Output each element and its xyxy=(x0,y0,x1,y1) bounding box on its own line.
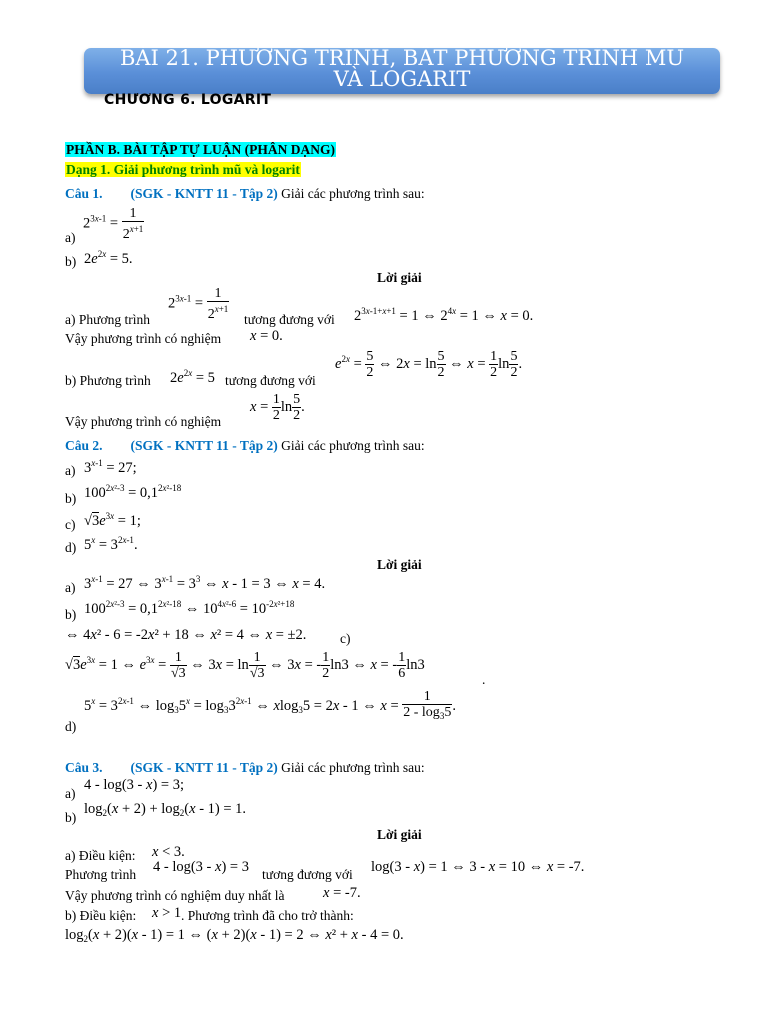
q3-a-equation: 4 - log(3 - x) = 3; xyxy=(84,777,184,793)
q3-a-condition-eq: x < 3. xyxy=(152,844,185,860)
q3-b-label: b) xyxy=(65,810,77,825)
q2-b-solution-eq-2: ⇔ 4x² - 6 = -2x² + 18 ⇔ x² = 4 ⇔ x = ±2. xyxy=(65,627,307,643)
q2-a-sol-label: a) xyxy=(65,580,76,595)
q1-a-label: a) xyxy=(65,230,76,245)
q2-c-sol-label: c) xyxy=(340,631,351,646)
q3-a-equiv-text: tương đương với xyxy=(262,867,353,882)
q1-b-label: b) xyxy=(65,254,77,269)
q1-a-equation: $2^{3x-1}$ = $\frac{1}{2^{x+1}}$ xyxy=(83,206,144,242)
title-banner xyxy=(84,48,720,94)
q3-b-condition-eq: x > 1 xyxy=(152,905,182,921)
q3-a-label: a) xyxy=(65,786,76,801)
q2-c-solution-eq: $√3e^{3x} = 1$ ⇔ $e^{3x}$ = $\frac{1}{√3}$ ⇔ 3x = ln $\frac{1}{√3}$ ⇔ 3x = - $\frac{1}{2}$ ln3 ⇔ x = - $\frac{1}{6}$ ln3 xyxy=(65,650,425,681)
question-1-heading: Câu 1. (SGK - KNTT 11 - Tập 2) Giải các phương trình sau: xyxy=(65,186,425,201)
title-line-1: BÀI 21. PHƯƠNG TRÌNH, BẤT PHƯƠNG TRÌNH MŨ xyxy=(119,46,685,70)
q3-a-root: x = -7. xyxy=(323,885,361,901)
q2-b-equation: $100^{2x^2-3} = 0,1^{2x^2-18}$ xyxy=(84,483,182,501)
q3-b-condition-text: b) Điều kiện: xyxy=(65,908,137,923)
q1-solution-label: Lời giải xyxy=(377,270,422,285)
title-line-2: VÀ LOGARIT xyxy=(333,67,471,91)
q2-a-equation: $3^{x-1} = 27$; xyxy=(84,458,137,476)
q2-b-label: b) xyxy=(65,491,77,506)
type-heading: Dạng 1. Giải phương trình mũ và logarit xyxy=(66,162,300,177)
q2-a-label: a) xyxy=(65,463,76,478)
q1-b-root: x = $\frac{1}{2}$ ln $\frac{5}{2}$ . xyxy=(250,392,305,423)
question-2-heading: Câu 2. (SGK - KNTT 11 - Tập 2) Giải các phương trình sau: xyxy=(65,438,425,453)
question-3-heading: Câu 3. (SGK - KNTT 11 - Tập 2) Giải các phương trình sau: xyxy=(65,760,425,775)
q1-a-equiv-text: tương đương với xyxy=(244,312,335,327)
q2-d-label: d) xyxy=(65,540,77,555)
q1-b-solution-eq: $2e^{2x} = 5$ xyxy=(170,368,215,386)
q3-a-pt-text: Phương trình xyxy=(65,867,137,882)
q2-solution-label: Lời giải xyxy=(377,557,422,572)
q3-a-equiv-eq: log(3 - x) = 1 ⇔ 3 - x = 10 ⇔ x = -7. xyxy=(371,859,585,875)
q2-b-solution-eq: $100^{2x^2-3} = 0,1^{2x^2-18}$ ⇔ $10^{4x^2-6} = 10^{-2x^2+18}$ xyxy=(84,599,295,617)
q3-a-condition-text: a) Điều kiện: xyxy=(65,848,136,863)
q3-b-becomes-text: . Phương trình đã cho trở thành: xyxy=(181,908,354,923)
q3-a-conclusion: Vậy phương trình có nghiệm duy nhất là xyxy=(65,888,285,903)
q1-a-solution-text: a) Phương trình xyxy=(65,312,150,327)
q1-a-solution-eq: $2^{3x-1}$ = $\frac{1}{2^{x+1}}$ xyxy=(168,286,229,322)
q2-d-solution-eq: $5^x = 3^{2x-1}$ ⇔ $\log_35^x = \log_33^{2x-1}$ ⇔ xlog$_3$5 = 2x - 1 ⇔ x = $\frac{1}{2 - \log_35}$ . xyxy=(84,689,456,721)
q3-b-equation: $\log_2(x + 2) + \log_2(x - 1) = 1$. xyxy=(84,801,247,818)
q3-a-pt-eq: 4 - log(3 - x) = 3 xyxy=(153,859,249,875)
section-heading: PHẦN B. BÀI TẬP TỰ LUẬN (PHÂN DẠNG) xyxy=(66,142,336,157)
q1-a-conclusion: Vậy phương trình có nghiệm xyxy=(65,331,222,346)
q2-a-solution-eq: $3^{x-1} = 27$ ⇔ $3^{x-1} = 3^3$ ⇔ x - 1 = 3 ⇔ x = 4. xyxy=(84,574,326,592)
q1-b-equiv-text: tương đương với xyxy=(225,373,316,388)
q1-a-root: x = 0. xyxy=(250,328,283,344)
q1-b-equiv-eq: $e^{2x}$ = $\frac{5}{2}$ ⇔ 2x = ln $\frac{5}{2}$ ⇔ x = $\frac{1}{2}$ ln $\frac{5}{2}$ . xyxy=(335,349,523,380)
q2-b-sol-label: b) xyxy=(65,607,77,622)
q2-d-sol-label: d) xyxy=(65,719,77,734)
q1-a-equiv-eq: $2^{3x-1+x+1} = 1$ ⇔ $2^{4x} = 1$ ⇔ x = 0. xyxy=(354,306,534,324)
q2-c-equation: $√3e^{3x} = 1$; xyxy=(84,511,141,529)
q2-c-period: . xyxy=(482,672,486,687)
q2-c-label: c) xyxy=(65,517,76,532)
q1-b-equation: $2e^{2x} = 5$. xyxy=(84,249,133,267)
q2-d-equation: $5^x = 3^{2x-1}$. xyxy=(84,535,138,553)
q1-b-conclusion: Vậy phương trình có nghiệm xyxy=(65,414,222,429)
q1-b-solution-text: b) Phương trình xyxy=(65,373,151,388)
q3-b-solution-eq: $\log_2(x + 2)(x - 1) = 1$ ⇔ (x + 2)(x - 1) = 2 ⇔ x² + x - 4 = 0. xyxy=(65,927,404,944)
chapter-heading: CHƯƠNG 6. LOGARIT xyxy=(104,92,272,108)
q3-solution-label: Lời giải xyxy=(377,827,422,842)
